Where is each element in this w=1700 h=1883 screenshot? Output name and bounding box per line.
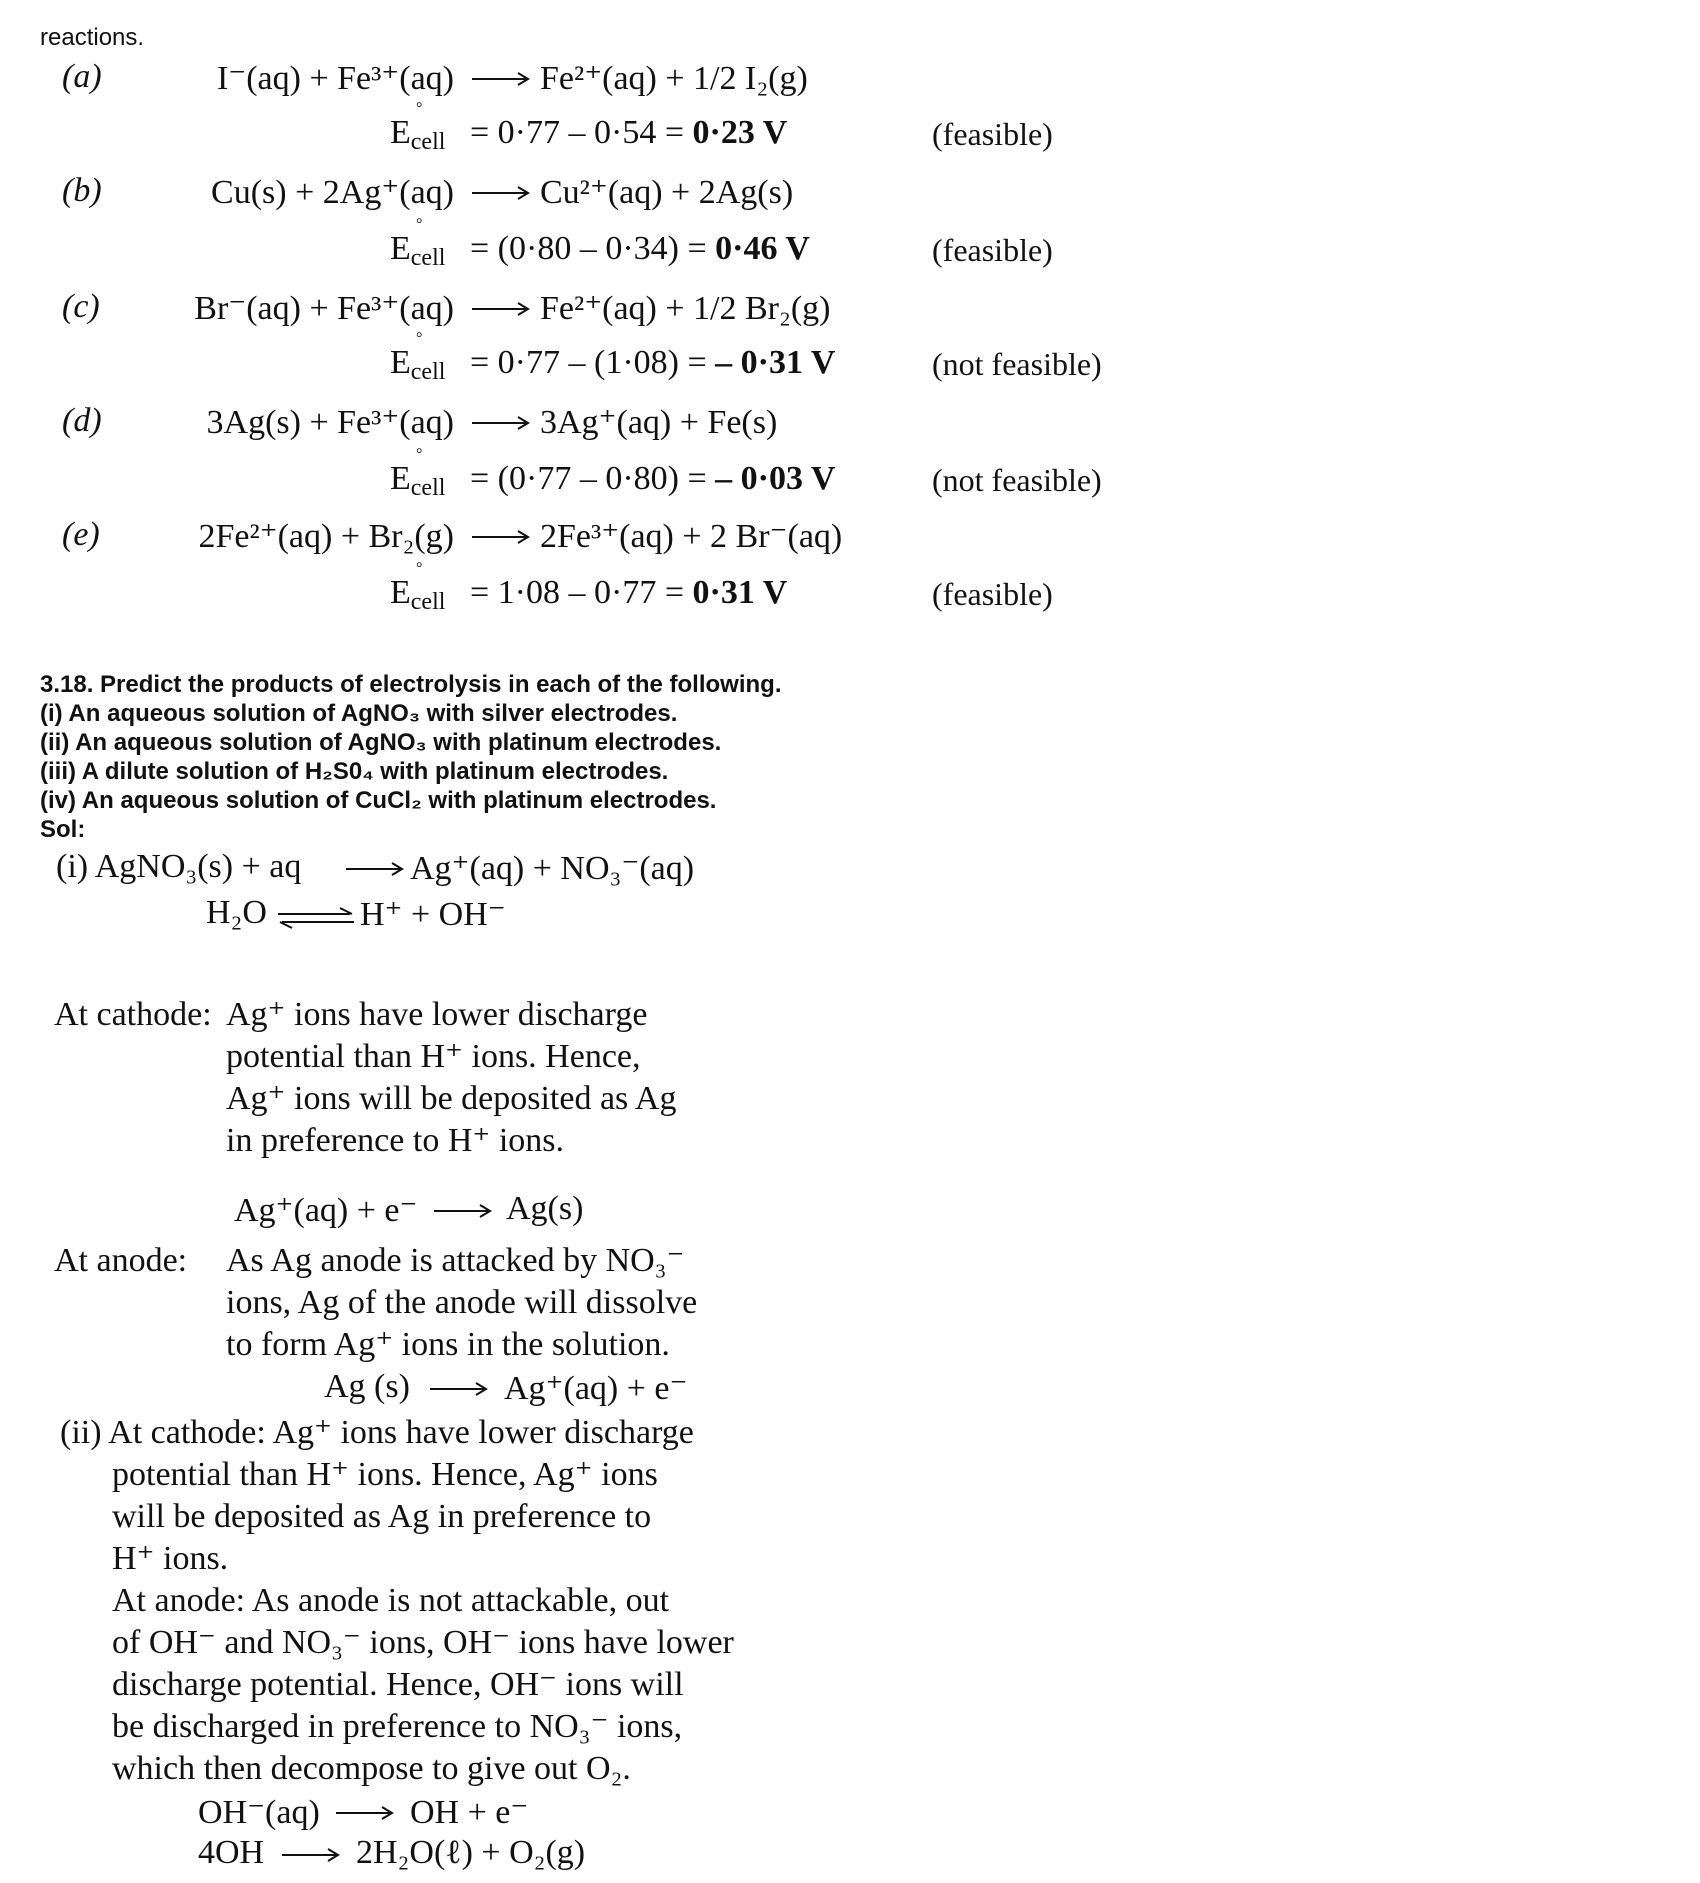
part2-text-line: be discharged in preference to NO₃⁻ ions,: [112, 1708, 683, 1745]
anode-text-line: ions, Ag of the anode will dissolve: [226, 1284, 698, 1321]
feasibility-verdict: (not feasible): [932, 462, 1102, 498]
ecell-symbol: E ° $_{cell}$: [390, 446, 446, 501]
anode-label: At anode:: [54, 1242, 188, 1279]
ecell-calc: = (0·80 – 0·34) = 0·46 V: [470, 230, 810, 267]
reaction-arrow: [466, 402, 540, 440]
feasibility-verdict: (feasible): [932, 116, 1053, 152]
cathode-text-line: Ag⁺ ions will be deposited as Ag: [226, 1080, 677, 1117]
ecell-calc: = 0·77 – (1·08) = – 0·31 V: [470, 344, 836, 381]
part2-text-line: H⁺ ions.: [112, 1540, 229, 1577]
reaction-arrow: [466, 172, 540, 210]
anode-text-line: As Ag anode is attacked by NO₃⁻: [226, 1242, 685, 1279]
question-item: (i) An aqueous solution of AgNO₃ with silver electrodes.: [40, 700, 678, 727]
anode-eq-rhs: Ag⁺(aq) + e⁻: [504, 1370, 688, 1407]
question-item: (iv) An aqueous solution of CuCl₂ with platinum electrodes.: [40, 787, 717, 814]
question-item: (ii) An aqueous solution of AgNO₃ with platinum electrodes.: [40, 729, 722, 756]
part2-text-line: of OH⁻ and NO₃⁻ ions, OH⁻ ions have lower: [112, 1624, 734, 1661]
reaction-lhs: 3Ag(s) + Fe³⁺(aq): [206, 404, 454, 441]
anode-eq-lhs: Ag (s): [324, 1368, 410, 1405]
ecell-line: [390, 560, 446, 616]
reaction-label: (c): [62, 288, 100, 325]
cathode-text-line: potential than H⁺ ions. Hence,: [226, 1038, 641, 1075]
feasibility-verdict: (feasible): [932, 576, 1053, 612]
ecell-calc: = 1·08 – 0·77 = 0·31 V: [470, 574, 788, 611]
reaction-lhs: 2Fe²⁺(aq) + Br₂(g): [198, 518, 454, 555]
part2-text-line: potential than H⁺ ions. Hence, Ag⁺ ions: [112, 1456, 658, 1493]
part2-text-line: discharge potential. Hence, OH⁻ ions will: [112, 1666, 684, 1703]
ecell-calc: = 0·77 – 0·54 = 0·23 V: [470, 114, 788, 151]
reaction-rhs: Fe²⁺(aq) + 1/2 Br₂(g): [540, 290, 831, 327]
part2-text-line: (ii) At cathode: Ag⁺ ions have lower discharge: [60, 1414, 694, 1451]
anode-eq-arrow: [424, 1368, 498, 1406]
eq4-arrow: [276, 1834, 350, 1872]
sol-label: Sol:: [40, 816, 86, 843]
reaction-lhs: Cu(s) + 2Ag⁺(aq): [211, 174, 454, 211]
ecell-calc: = (0·77 – 0·80) = – 0·03 V: [470, 460, 836, 497]
feasibility-verdict: (not feasible): [932, 346, 1102, 382]
ecell-symbol: E ° $_{cell}$: [390, 100, 446, 155]
ecell-symbol: E ° $_{cell}$: [390, 216, 446, 271]
question-item: (iii) A dilute solution of H₂S0₄ with platinum electrodes.: [40, 758, 669, 785]
eq3-rhs: OH + e⁻: [410, 1794, 529, 1831]
reaction-label: (a): [62, 58, 102, 95]
reaction-label: (e): [62, 516, 100, 553]
anode-text-line: to form Ag⁺ ions in the solution.: [226, 1326, 670, 1363]
cathode-eq-rhs: Ag(s): [506, 1190, 584, 1227]
reaction-label: (d): [62, 402, 102, 439]
reaction-label: (b): [62, 172, 102, 209]
solution-eq2-rhs: H⁺ + OH⁻: [360, 896, 506, 933]
eq4-rhs: 2H₂O(ℓ) + O₂(g): [356, 1834, 586, 1871]
solution-eq1-arrow: [340, 848, 414, 886]
cathode-label: At cathode:: [54, 996, 212, 1033]
solution-eq2-lhs: H₂O: [206, 894, 267, 931]
reaction-rhs: 2Fe³⁺(aq) + 2 Br⁻(aq): [540, 518, 843, 555]
part2-text-line: which then decompose to give out O₂.: [112, 1750, 631, 1787]
cathode-text-line: Ag⁺ ions have lower discharge: [226, 996, 648, 1033]
ecell-symbol: E ° $_{cell}$: [390, 330, 446, 385]
reaction-rhs: 3Ag⁺(aq) + Fe(s): [540, 404, 778, 441]
part2-text-line: At anode: As anode is not attackable, out: [112, 1582, 670, 1619]
feasibility-verdict: (feasible): [932, 232, 1053, 268]
question-title: 3.18. Predict the products of electrolysis in each of the following.: [40, 671, 782, 698]
ecell-symbol: E ° $_{cell}$: [390, 560, 446, 615]
reaction-arrow: [466, 516, 540, 554]
reaction-arrow: [466, 58, 540, 96]
solution-eq1-lhs: (i) AgNO₃(s) + aq: [56, 848, 302, 885]
reaction-lhs: Br⁻(aq) + Fe³⁺(aq): [194, 290, 454, 327]
reaction-rhs: Fe²⁺(aq) + 1/2 I₂(g): [540, 60, 808, 97]
equilibrium-arrow-icon: [276, 900, 356, 938]
intro-text: reactions.: [40, 24, 145, 51]
cathode-text-line: in preference to H⁺ ions.: [226, 1122, 564, 1159]
cathode-eq-lhs: Ag⁺(aq) + e⁻: [234, 1192, 418, 1229]
part2-text-line: will be deposited as Ag in preference to: [112, 1498, 652, 1535]
eq3-arrow: [330, 1792, 404, 1830]
reaction-arrow: [466, 288, 540, 326]
ecell-line: [390, 100, 446, 156]
ecell-line: [390, 330, 446, 386]
ecell-line: [390, 446, 446, 502]
reaction-lhs: I⁻(aq) + Fe³⁺(aq): [216, 60, 454, 97]
ecell-line: [390, 216, 446, 272]
eq4-lhs: 4OH: [198, 1834, 265, 1871]
eq3-lhs: OH⁻(aq): [198, 1794, 320, 1831]
solution-eq1-rhs: Ag⁺(aq) + NO₃⁻(aq): [410, 850, 695, 887]
reaction-rhs: Cu²⁺(aq) + 2Ag(s): [540, 174, 794, 211]
cathode-eq-arrow: [428, 1190, 502, 1228]
